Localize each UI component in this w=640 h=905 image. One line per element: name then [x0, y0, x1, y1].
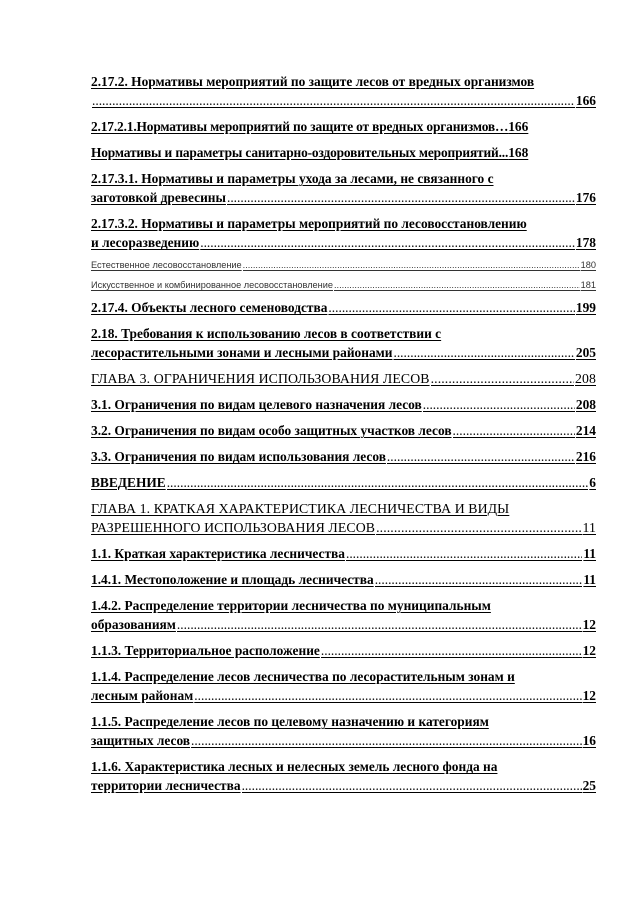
toc-entry-3-1[interactable] [91, 395, 596, 414]
leader-dots [375, 570, 583, 589]
toc-page-number: 12 [582, 643, 596, 658]
toc-entry-title: ВВЕДЕНИЕ [91, 475, 166, 490]
toc-entry-title-continued: лесорастительными зонами и лесными районами [91, 345, 393, 360]
toc-entry-2-17-4[interactable] [91, 298, 596, 317]
toc-page-number: 214 [575, 423, 596, 438]
toc-entry-chapter-1[interactable] [91, 499, 596, 537]
toc-page-number: 166 [575, 93, 596, 108]
leader-dots [431, 369, 574, 388]
leader-dots [191, 731, 582, 750]
leader-dots [242, 776, 582, 795]
toc-entry-2-18[interactable] [91, 324, 596, 362]
toc-entry-title: 2.17.4. Объекты лесного семеноводства [91, 300, 328, 315]
toc-entry-title: 1.1. Краткая характеристика лесничества [91, 546, 345, 561]
toc-page-number: 208 [575, 397, 596, 412]
table-of-contents [91, 72, 596, 795]
leader-dots [321, 641, 582, 660]
toc-entry-1-1-3[interactable] [91, 641, 596, 660]
toc-page-number: 11 [583, 572, 596, 587]
toc-page-number: 6 [589, 475, 596, 490]
toc-entry-title: 1.1.3. Территориальное расположение [91, 643, 320, 658]
toc-page-number: 181 [580, 280, 596, 290]
toc-entry-title-continued: лесным районам [91, 688, 194, 703]
toc-entry-1-1-4[interactable] [91, 667, 596, 705]
toc-entry-title: 3.1. Ограничения по видам целевого назначения лесов [91, 397, 422, 412]
toc-entry-title: 1.1.4. Распределение лесов лесничества по лесорастительным зонам и [91, 669, 515, 684]
leader-dots [453, 421, 575, 440]
toc-page-number: 12 [582, 688, 596, 703]
toc-page-number: 199 [575, 300, 596, 315]
leader-dots [227, 188, 575, 207]
toc-entry-title-continued: РАЗРЕШЕННОГО ИСПОЛЬЗОВАНИЯ ЛЕСОВ [91, 520, 376, 535]
leader-dots [334, 278, 580, 292]
toc-entry-title: 2.17.3.2. Нормативы и параметры мероприятий по лесовосстановлению [91, 216, 527, 231]
toc-page-number: 11 [582, 520, 596, 535]
leader-dots [376, 518, 581, 537]
toc-page-number: 180 [580, 260, 596, 270]
toc-entry-artificial-reforestation[interactable] [91, 278, 596, 292]
toc-entry-title-continued: образованиям [91, 617, 176, 632]
toc-page-number: 216 [575, 449, 596, 464]
toc-entry-2-17-2[interactable] [91, 72, 596, 110]
toc-entry-title-continued: заготовкой древесины [91, 190, 226, 205]
toc-entry-natural-reforestation[interactable] [91, 258, 596, 272]
leader-dots [387, 447, 575, 466]
toc-page-number: 205 [575, 345, 596, 360]
toc-entry-1-1[interactable] [91, 544, 596, 563]
toc-entry-title: ГЛАВА 3. ОГРАНИЧЕНИЯ ИСПОЛЬЗОВАНИЯ ЛЕСОВ [91, 371, 430, 386]
leader-dots [328, 298, 574, 317]
leader-dots [194, 686, 581, 705]
toc-entry-2-17-3-1[interactable] [91, 169, 596, 207]
toc-entry-title: Естественное лесовосстановление [91, 260, 242, 270]
toc-page-number: 11 [583, 546, 596, 561]
toc-entry-title: 2.17.3.1. Нормативы и параметры ухода за лесами, не связанного с [91, 171, 494, 186]
toc-entry-title: 1.1.5. Распределение лесов по целевому назначению и категориям [91, 714, 489, 729]
toc-entry-sanitary-measures[interactable] [91, 143, 596, 162]
toc-entry-title-continued: территории лесничества [91, 778, 241, 793]
toc-entry-2-17-3-2[interactable] [91, 214, 596, 252]
toc-entry-title: 1.4.1. Местоположение и площадь лесничества [91, 572, 374, 587]
toc-entry-title-continued: защитных лесов [91, 733, 191, 748]
toc-entry-1-4-2[interactable] [91, 596, 596, 634]
toc-entry-title: 3.3. Ограничения по видам использования лесов [91, 449, 386, 464]
toc-page-number: 166 [508, 119, 529, 134]
toc-page-number: 176 [575, 190, 596, 205]
toc-entry-1-4-1[interactable] [91, 570, 596, 589]
toc-page-number: 12 [582, 617, 596, 632]
toc-page-number: 16 [582, 733, 596, 748]
toc-entry-1-1-6[interactable] [91, 757, 596, 795]
leader-dots [177, 615, 582, 634]
toc-entry-title: ГЛАВА 1. КРАТКАЯ ХАРАКТЕРИСТИКА ЛЕСНИЧЕСТВА И ВИДЫ [91, 501, 510, 516]
toc-page-number: 25 [582, 778, 596, 793]
toc-entry-chapter-3[interactable] [91, 369, 596, 388]
toc-entry-title: 3.2. Ограничения по видам особо защитных участков лесов [91, 423, 452, 438]
toc-entry-title: 2.18. Требования к использованию лесов в соответствии с [91, 326, 442, 341]
toc-entry-title: 1.1.6. Характеристика лесных и нелесных земель лесного фонда на [91, 759, 498, 774]
toc-entry-introduction[interactable] [91, 473, 596, 492]
toc-page-number: 208 [575, 371, 596, 386]
toc-page-number: 178 [575, 235, 596, 250]
leader-dots [200, 233, 575, 252]
toc-entry-2-17-2-1[interactable] [91, 117, 596, 136]
toc-entry-title: Искусственное и комбинированное лесовосстановление [91, 280, 333, 290]
toc-page-number: 168 [508, 145, 529, 160]
toc-entry-title: 2.17.2.1.Нормативы мероприятий по защите от вредных организмов… [91, 119, 509, 134]
toc-entry-3-3[interactable] [91, 447, 596, 466]
toc-entry-title: 1.4.2. Распределение территории лесничества по муниципальным [91, 598, 491, 613]
toc-entry-title: 2.17.2. Нормативы мероприятий по защите лесов от вредных организмов [91, 74, 535, 89]
leader-dots [243, 258, 580, 272]
toc-entry-1-1-5[interactable] [91, 712, 596, 750]
toc-entry-title: Нормативы и параметры санитарно-оздоровительных мероприятий... [91, 145, 509, 160]
leader-dots [167, 473, 589, 492]
leader-dots [393, 343, 574, 362]
toc-entry-3-2[interactable] [91, 421, 596, 440]
leader-dots [423, 395, 575, 414]
toc-entry-title-continued: и лесоразведению [91, 235, 200, 250]
leader-dots [346, 544, 582, 563]
leader-dots [92, 91, 575, 110]
